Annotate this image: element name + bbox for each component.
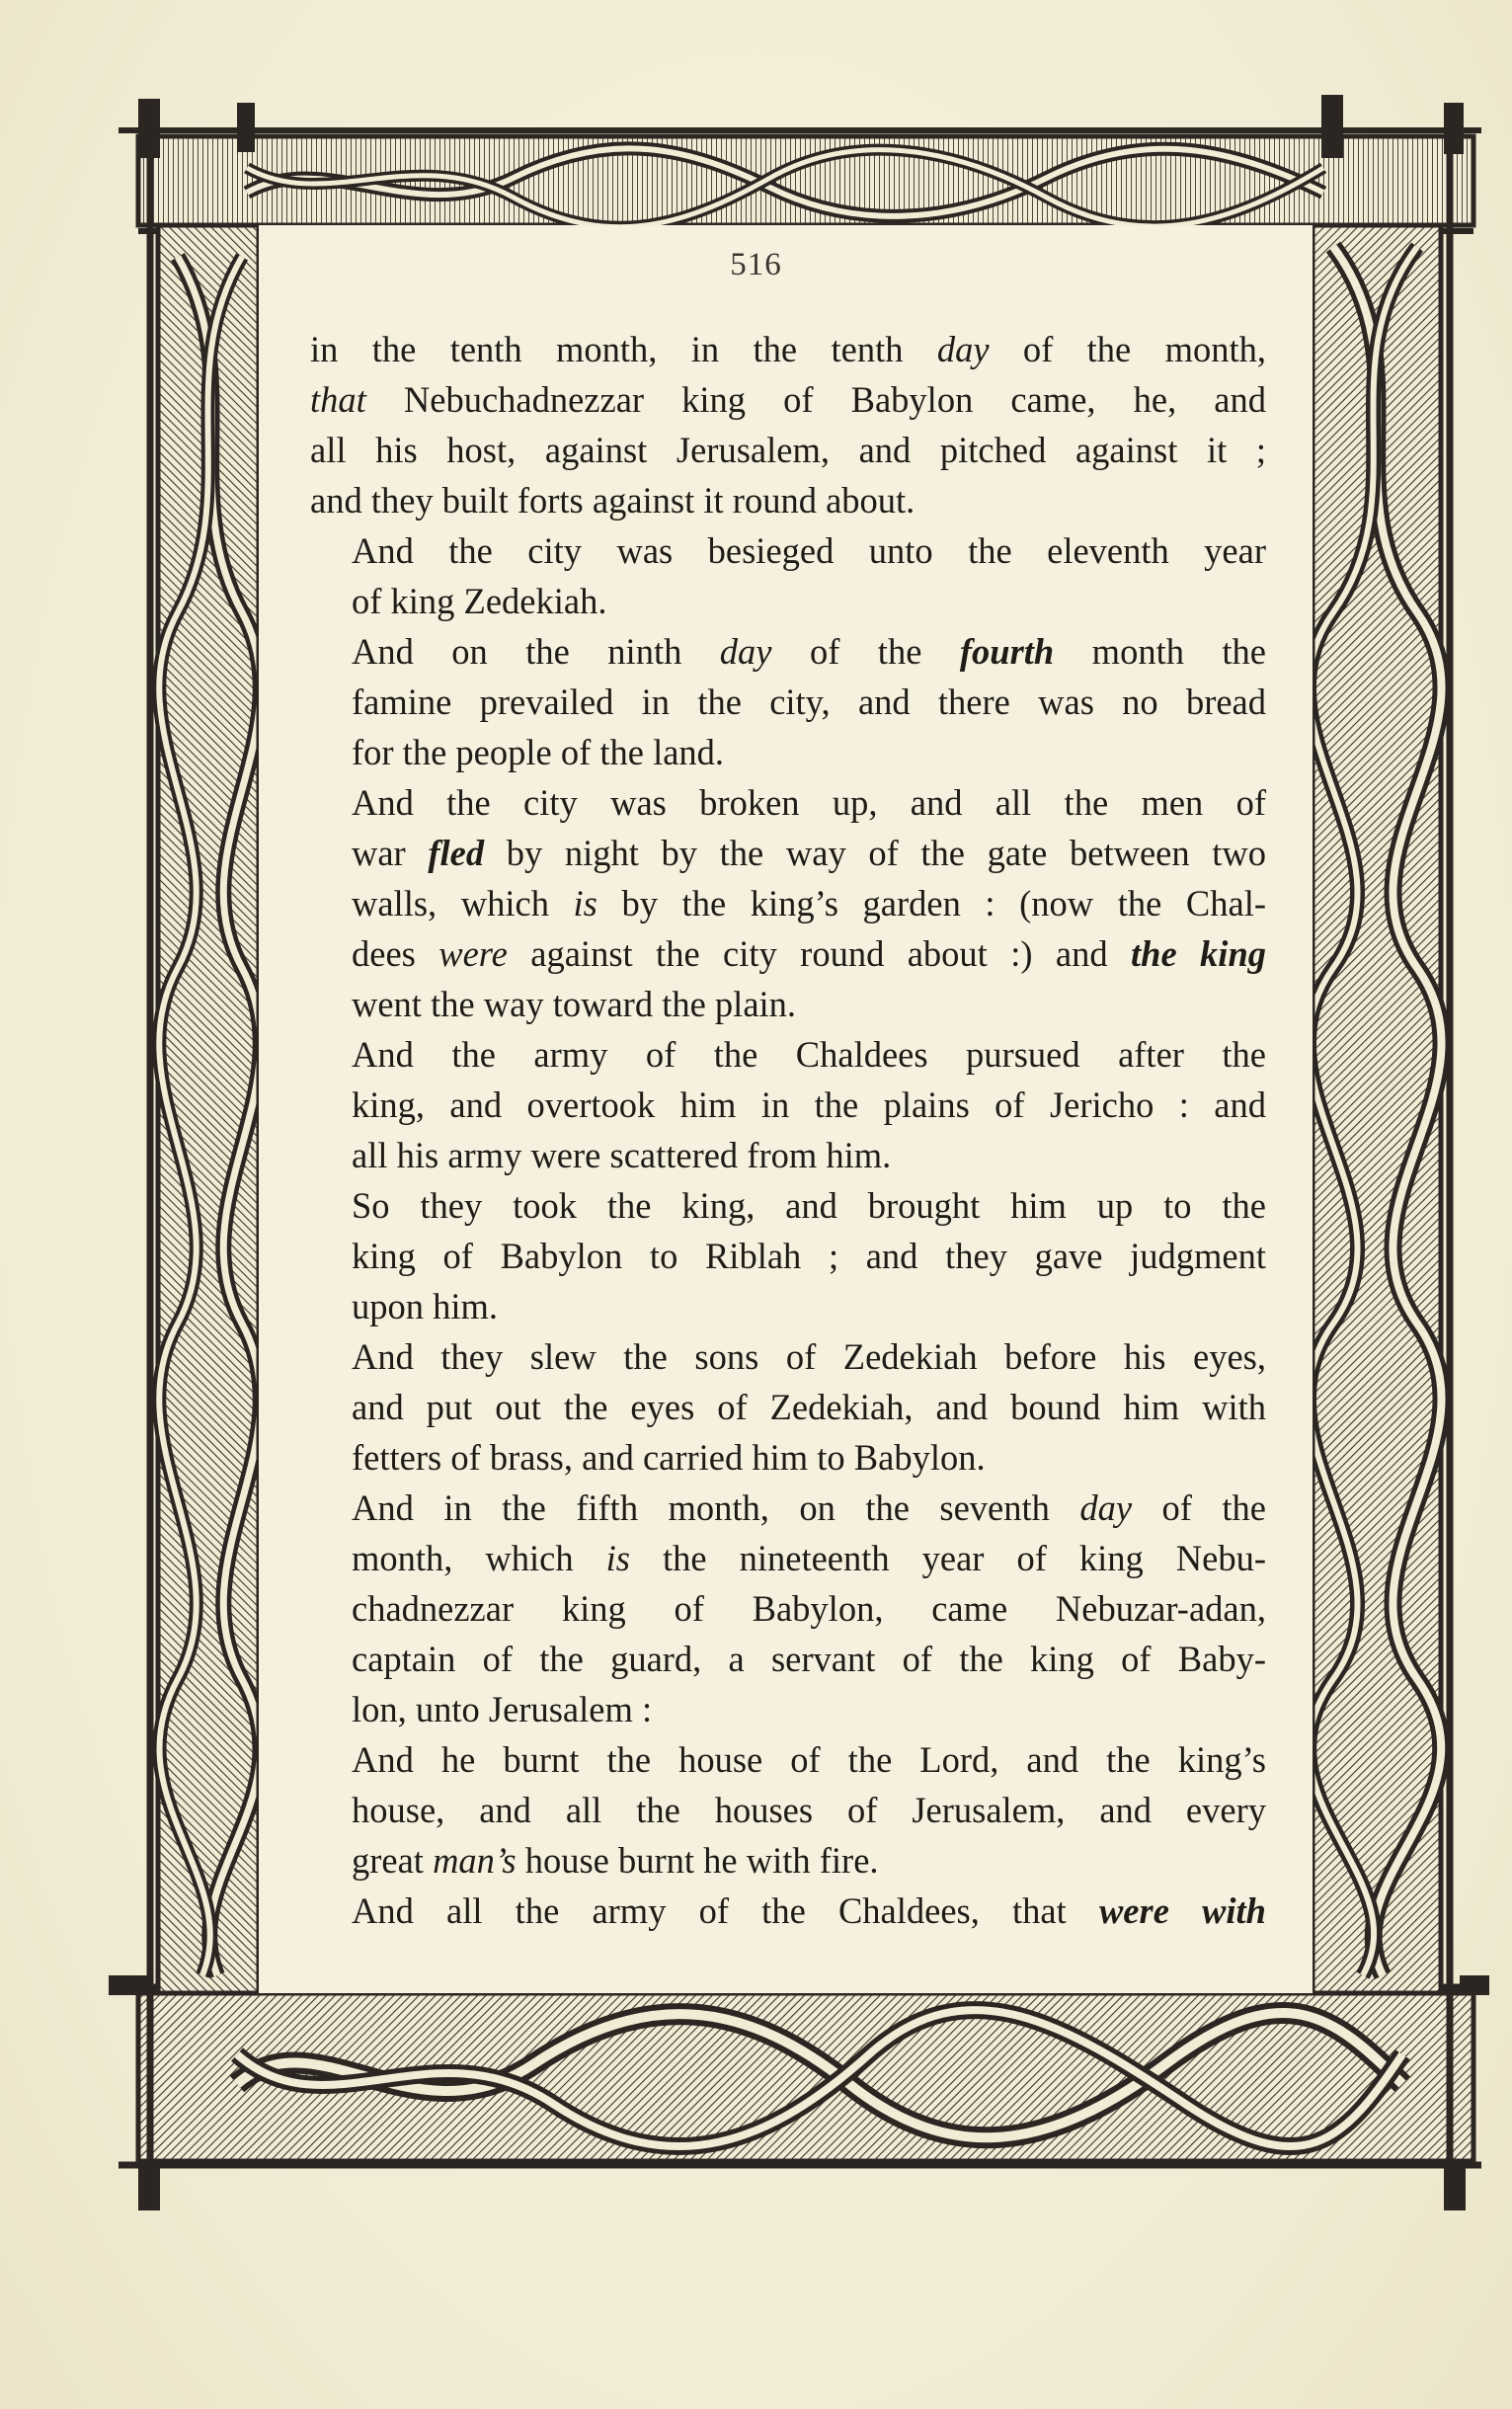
text-line: king of Babylon to Riblah ; and they gave judgment (352, 1236, 1266, 1276)
paragraph (310, 1886, 1266, 1936)
paragraph (310, 1180, 1266, 1331)
text-line: And in the fifth month, on the seventh day of the (352, 1487, 1266, 1528)
text-line: And the army of the Chaldees pursued after the (352, 1034, 1266, 1075)
text-line: and they built forts against it round about. (310, 480, 915, 521)
text-line: And on the ninth day of the fourth month the (352, 631, 1266, 672)
text-line: famine prevailed in the city, and there was no bread (352, 682, 1266, 722)
text-line: And the city was besieged unto the eleventh year (352, 530, 1266, 571)
text-line: So they took the king, and brought him up to the (352, 1185, 1266, 1226)
text-line: captain of the guard, a servant of the king of Baby- (352, 1639, 1266, 1679)
text-line: dees were against the city round about :) and the king (352, 933, 1266, 974)
text-line: And they slew the sons of Zedekiah before his eyes, (352, 1336, 1266, 1377)
text-line: and put out the eyes of Zedekiah, and bound him with (352, 1387, 1266, 1427)
text-line: all his army were scattered from him. (352, 1135, 892, 1175)
paragraph (310, 1483, 1266, 1734)
text-line: And he burnt the house of the Lord, and the king’s (352, 1739, 1266, 1780)
text-line: war fled by night by the way of the gate between two (352, 833, 1267, 873)
text-line: went the way toward the plain. (352, 984, 797, 1024)
paragraph (310, 1734, 1266, 1886)
text-line: in the tenth month, in the tenth day of the month, (310, 329, 1266, 369)
text-line: fetters of brass, and carried him to Babylon. (352, 1437, 986, 1478)
paragraph (310, 525, 1266, 626)
scripture-text (310, 324, 1266, 1936)
paragraph (310, 777, 1266, 1029)
text-line: all his host, against Jerusalem, and pitched against it ; (310, 430, 1266, 470)
paragraph (310, 626, 1266, 777)
text-line: month, which is the nineteenth year of king Nebu- (352, 1538, 1267, 1578)
text-line: of king Zedekiah. (352, 581, 607, 621)
text-line: for the people of the land. (352, 732, 725, 772)
right-border-band (1309, 119, 1450, 2183)
left-border-band (150, 119, 261, 2183)
top-border-band (119, 130, 1481, 231)
text-line: king, and overtook him in the plains of Jericho : and (352, 1084, 1266, 1125)
text-line: house, and all the houses of Jerusalem, and every (352, 1790, 1266, 1830)
text-line: chadnezzar king of Babylon, came Nebuzar-adan, (352, 1588, 1266, 1629)
paragraph (310, 1331, 1266, 1483)
text-line: And all the army of the Chaldees, that were with (352, 1890, 1266, 1931)
text-line: great man’s house burnt he with fire. (352, 1840, 879, 1881)
text-line: walls, which is by the king’s garden : (now the Chal- (352, 883, 1266, 923)
text-line: lon, unto Jerusalem : (352, 1689, 653, 1729)
paragraph (310, 324, 1266, 525)
text-line: upon him. (352, 1286, 499, 1326)
paragraph (310, 1029, 1266, 1180)
text-line: that Nebuchadnezzar king of Babylon came, he, and (310, 379, 1266, 420)
page-number: 516 (730, 247, 782, 282)
bottom-border-band (119, 1987, 1481, 2165)
text-line: And the city was broken up, and all the men of (352, 782, 1266, 823)
